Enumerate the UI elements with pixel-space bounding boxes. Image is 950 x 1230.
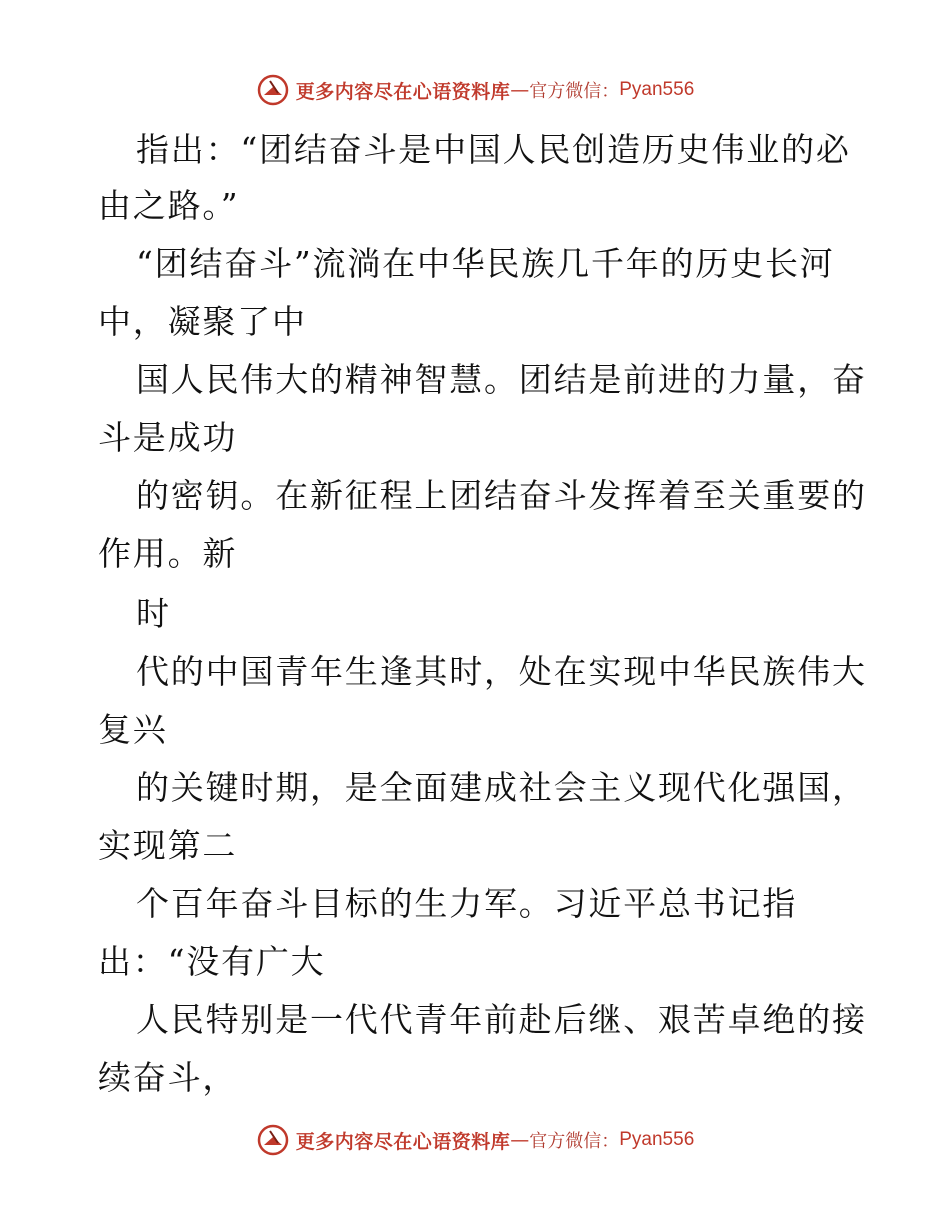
banner-main-text: 更多内容尽在心语资料库 [295, 1130, 511, 1153]
body-line: 的密钥。在新征程上团结奋斗发挥着至关重要的 [136, 476, 867, 515]
banner-wechat-label: 官方微信： [529, 81, 620, 102]
book-quill-logo-icon [256, 1123, 290, 1157]
body-line: 续奋斗， [98, 1058, 238, 1097]
banner-dash: — [510, 1129, 530, 1151]
body-line: 由之路。” [98, 186, 240, 225]
body-line: “团结奋斗”流淌在中华民族几千年的历史长河 [136, 244, 835, 283]
body-line: 人民特别是一代代青年前赴后继、艰苦卓绝的接 [136, 1000, 867, 1039]
body-line: 中，凝聚了中 [98, 302, 307, 341]
banner-wechat-label: 官方微信： [529, 1131, 620, 1152]
body-line: 作用。新 [98, 534, 238, 573]
body-line: 国人民伟大的精神智慧。团结是前进的力量，奋 [136, 360, 867, 399]
body-line: 个百年奋斗目标的生力军。习近平总书记指 [136, 884, 798, 923]
body-line: 实现第二 [98, 826, 238, 865]
book-quill-logo-icon [256, 73, 290, 107]
body-line: 指出：“团结奋斗是中国人民创造历史伟业的必 [136, 130, 851, 169]
body-line: 斗是成功 [98, 418, 238, 457]
body-line: 时 [136, 594, 171, 633]
banner-wechat-id: Pyan556 [619, 1129, 695, 1150]
body-line: 的关键时期，是全面建成社会主义现代化强国， [136, 768, 867, 807]
banner-dash: — [510, 79, 530, 101]
banner-wechat-id: Pyan556 [619, 79, 695, 100]
banner-main-text: 更多内容尽在心语资料库 [295, 80, 511, 103]
header-watermark-banner [0, 72, 950, 108]
body-line: 出：“没有广大 [98, 942, 326, 981]
body-line: 复兴 [98, 710, 168, 749]
body-line: 代的中国青年生逢其时，处在实现中华民族伟大 [136, 652, 867, 691]
footer-watermark-banner [0, 1122, 950, 1158]
